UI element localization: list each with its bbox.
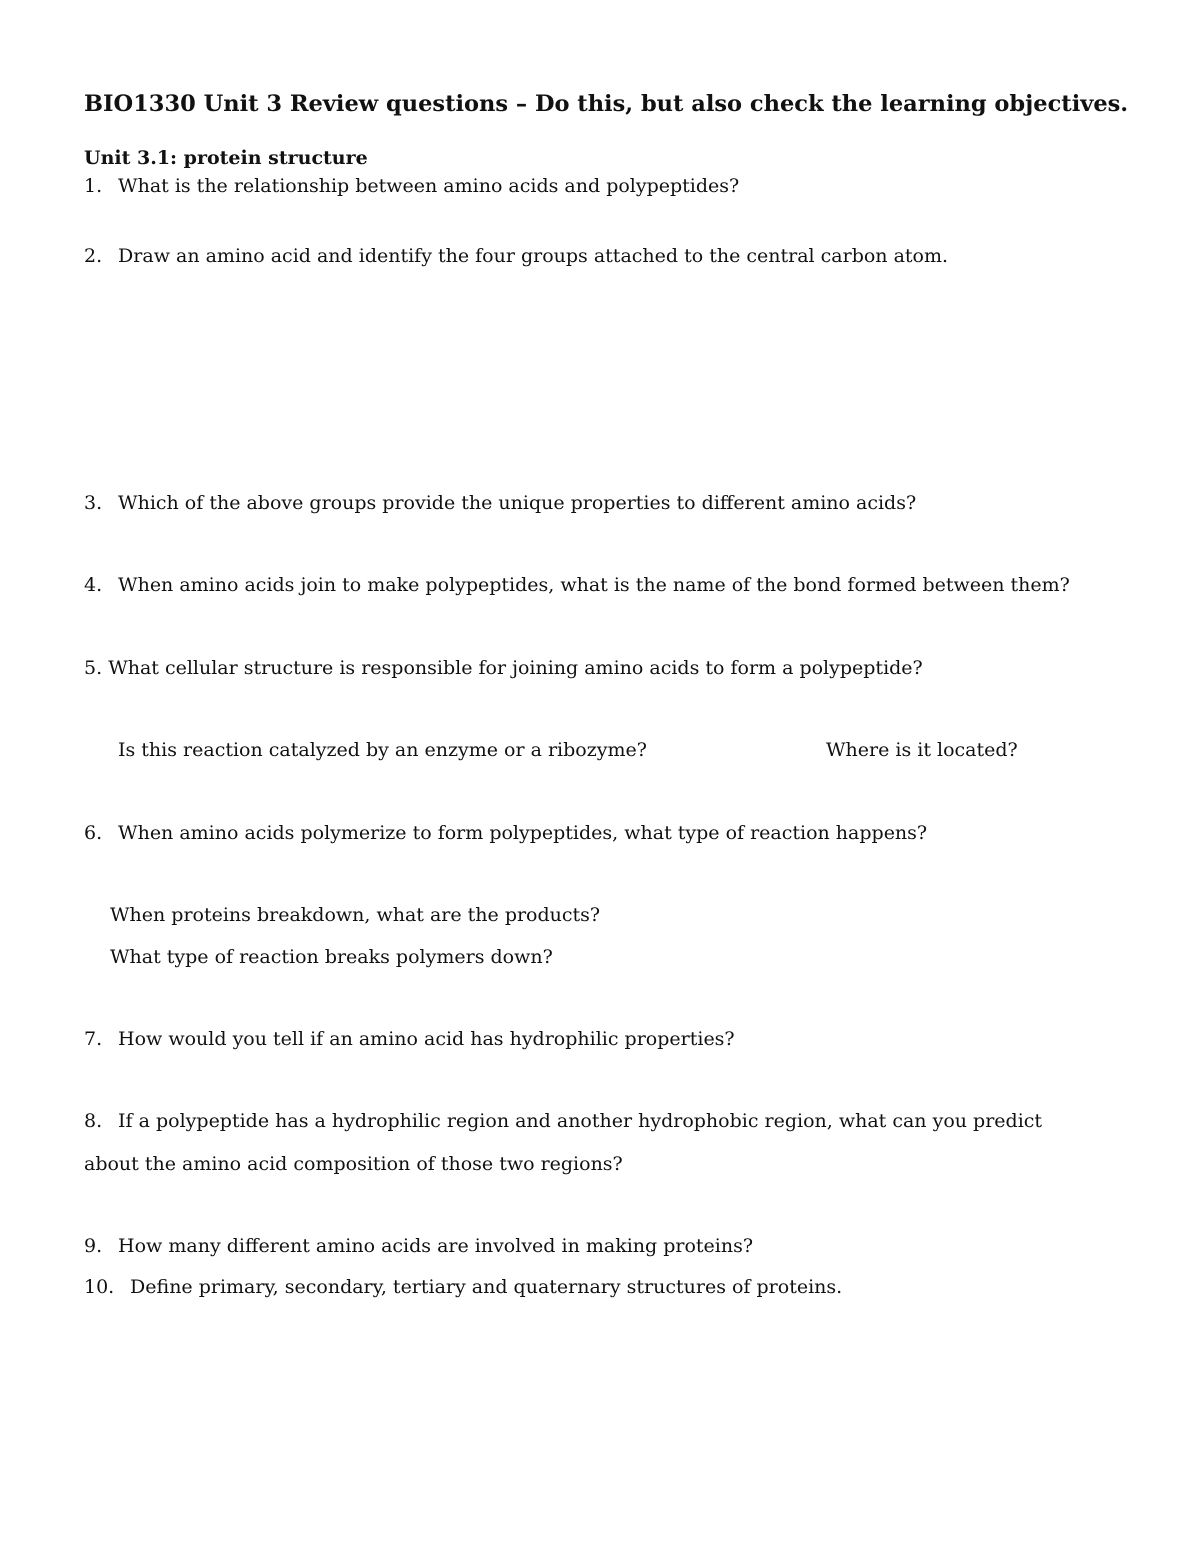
question-text: Which of the above groups provide the unique properties to different amino acids? [118,492,917,514]
question-text: How would you tell if an amino acid has hydrophilic properties? [118,1028,735,1050]
question-text: When amino acids join to make polypeptides, what is the name of the bond formed between them? [118,574,1070,596]
question-number: 1. [84,175,103,197]
question-number: 2. [84,245,103,267]
document-title: BIO1330 Unit 3 Review questions – Do this, but also check the learning objectives. [84,91,1129,117]
question-number: 6. [84,822,103,844]
question-8-continuation: about the amino acid composition of those two regions? [84,1153,623,1175]
question-5-subquestion-location: Where is it located? [826,739,1018,761]
section-heading: Unit 3.1: protein structure [84,147,368,169]
question-4 [84,573,1070,597]
question-text: How many different amino acids are involved in making proteins? [118,1235,754,1257]
question-text: Define primary, secondary, tertiary and quaternary structures of proteins. [130,1276,843,1298]
question-6-subquestion-breakdown: What type of reaction breaks polymers down? [110,946,553,968]
question-6-subquestion-products: When proteins breakdown, what are the products? [110,904,601,926]
question-9 [84,1234,753,1258]
question-1 [84,174,739,198]
question-3 [84,491,916,515]
question-10 [84,1275,842,1299]
question-text: What is the relationship between amino acids and polypeptides? [118,175,740,197]
question-number: 8. [84,1110,103,1132]
question-6 [84,821,927,845]
question-text: What cellular structure is responsible for joining amino acids to form a polypeptide? [108,657,923,679]
question-2 [84,244,948,268]
question-number: 4. [84,574,103,596]
question-number: 9. [84,1235,103,1257]
question-text: If a polypeptide has a hydrophilic region and another hydrophobic region, what can you predict [118,1110,1043,1132]
question-5-subquestion-catalyst: Is this reaction catalyzed by an enzyme or a ribozyme? [118,739,647,761]
question-number: 7. [84,1028,103,1050]
question-number: 5. [84,657,103,679]
question-text: Draw an amino acid and identify the four groups attached to the central carbon atom. [118,245,949,267]
question-5 [84,656,923,680]
question-7 [84,1027,735,1051]
question-number: 10. [84,1276,115,1298]
question-number: 3. [84,492,103,514]
question-text: When amino acids polymerize to form polypeptides, what type of reaction happens? [118,822,928,844]
question-8 [84,1109,1042,1133]
